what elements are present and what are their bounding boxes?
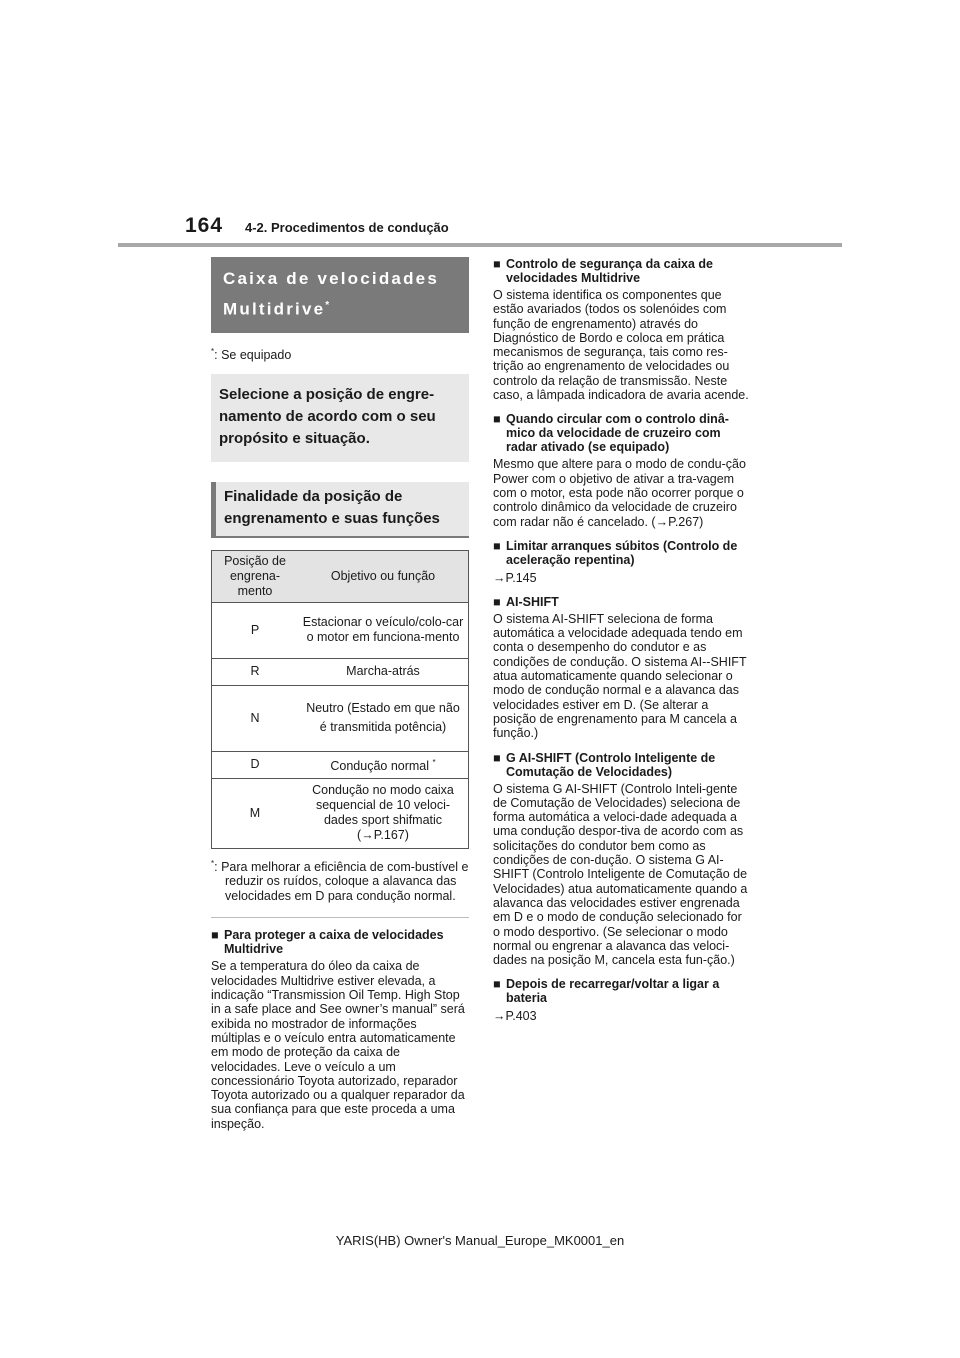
heading-text: G AI-SHIFT (Controlo Inteligente de Comutação de Velocidades) [506, 750, 716, 779]
gear-position: P [212, 602, 299, 658]
heading-text: Limitar arranques súbitos (Controlo de aceleração repentina) [506, 538, 738, 567]
footnote-text: : Para melhorar a eficiência de com-bustível e reduzir os ruídos, coloque a alavanca das velocidades em D para condução normal. [214, 859, 469, 903]
page-reference-link[interactable]: →P.403 [493, 1009, 537, 1024]
gear-position: R [212, 658, 299, 685]
equipped-mark: * [211, 346, 215, 356]
gear-function-mark: * [432, 758, 436, 768]
g-ai-shift-heading [493, 751, 751, 779]
section-divider [211, 917, 469, 918]
section-title: 4-2. Procedimentos de condução [245, 220, 449, 235]
intro-box: Selecione a posição de engre-namento de acordo com o seu propósito e situação. [211, 374, 469, 462]
gear-function [298, 751, 469, 778]
g-ai-shift-text: O sistema G AI-SHIFT (Controlo Inteli-gente de Comutação de Velocidades) seleciona de forma automática a veloci-dade adequada a uma condução despor-tiva de acordo com as solicitações do condutor bem como as condições de con-dução. O sistema G AI-SHIFT (Controlo Inteligente de Comutação de Velocidades) atua automaticamente quando a alavanca das velocidades estiver engrenada em D e o modo de condução selecionado for o modo desportivo. (Se selecionar o modo normal ou engrenar a alavanca das veloci-dades na posição M, cancela esta fun-ção.) [493, 781, 748, 968]
table-header-row [212, 550, 469, 602]
gear-position-table [211, 550, 469, 849]
equipped-note-text: : Se equipado [214, 347, 292, 362]
ai-shift-heading [493, 595, 751, 609]
table-row [212, 685, 469, 751]
bullet-square-icon: ■ [493, 257, 501, 271]
bullet-square-icon: ■ [493, 977, 501, 992]
table-header-function: Objetivo ou função [298, 550, 469, 602]
equipped-note [211, 344, 469, 363]
chapter-title [211, 257, 469, 333]
gear-function [298, 602, 469, 658]
gear-function [298, 778, 469, 848]
cruise-control-text: Mesmo que altere para o modo de condu-ção Power com o objetivo de ativar a tra-vagem com o motor, esta pode não ocorrer porque o controlo dinâmico da velocidade de cruzeiro com radar não é cancelado. (→P.267) [493, 457, 746, 529]
bullet-square-icon: ■ [493, 538, 501, 553]
heading-text: AI-SHIFT [506, 594, 559, 609]
gear-function-text: Marcha-atrás [346, 664, 420, 679]
table-header-position: Posição de engrena-mento [212, 550, 299, 602]
page-reference-link[interactable]: →P.145 [493, 570, 537, 585]
header-rule [118, 243, 842, 247]
page-number: 164 [185, 214, 224, 237]
safety-control-heading [493, 257, 751, 285]
ai-shift-text: O sistema AI-SHIFT seleciona de forma automática a velocidade adequada tendo em conta o desempenho do condutor e as condições de condução. O sistema AI--SHIFT atua automaticamente quando selecionar o modo de condução normal e a alavanca das velocidades estiver em D. (Se alterar a posição de engrenamento para M cancela a função.) [493, 611, 747, 741]
heading-text: Para proteger a caixa de velocidades Multidrive [224, 928, 444, 957]
gear-function-text: Estacionar o veículo/colo-car o motor em funciona-mento [302, 615, 464, 645]
gear-position: D [212, 751, 299, 778]
footnote-mark: * [211, 858, 215, 868]
gear-function [298, 658, 469, 685]
protect-transmission-text: Se a temperatura do óleo da caixa de velocidades Multidrive estiver elevada, a indicação “Transmission Oil Temp. High Stop in a safe place and See owner’s manual” será exibida no mostrador de informações múltiplas e o veículo entra automaticamente em modo de proteção da caixa de velocidades. Leve o veículo a um concessionário Toyota autorizado, reparador Toyota autorizado ou a qualquer reparador da sua confiança para que este proceda a uma inspeção. [211, 959, 465, 1131]
heading-text: Controlo de segurança da caixa de velocidades Multidrive [506, 257, 714, 285]
right-column [493, 257, 751, 1023]
left-column [211, 257, 469, 1131]
cruise-control-heading [493, 412, 751, 454]
table-row [212, 751, 469, 778]
gear-function-text: Neutro (Estado em que não é transmitida potência) [306, 701, 460, 735]
bullet-square-icon: ■ [211, 928, 219, 943]
sudden-start-heading [493, 539, 751, 567]
heading-text: Quando circular com o controlo dinâ-mico da velocidade de cruzeiro com radar ativado (se equipado) [506, 412, 729, 455]
bullet-square-icon: ■ [493, 750, 501, 765]
gear-function [298, 685, 469, 751]
gear-function-text: Condução normal [330, 759, 430, 774]
safety-control-text: O sistema identifica os componentes que estão avariados (todos os solenóides com função de engrenamento) através do Diagnóstico de Bordo e coloca em prática mecanismos de segurança, tais como res-trição ao engrenamento de velocidades ou controlo da relação de transmissão. Neste caso, a lâmpada indicadora de avaria acende. [493, 288, 749, 403]
gear-position: M [212, 778, 299, 848]
chapter-title-mark: * [325, 300, 330, 311]
page-footer: YARIS(HB) Owner's Manual_Europe_MK0001_en [335, 1233, 625, 1248]
gear-function-text: Condução no modo caixa sequencial de 10 veloci-dades sport shifmatic (→P.167) [312, 783, 454, 843]
table-footnote [211, 857, 469, 904]
heading-text: Depois de recarregar/voltar a ligar a bateria [506, 977, 720, 1006]
gear-position: N [212, 685, 299, 751]
bullet-square-icon: ■ [493, 594, 501, 609]
chapter-title-text: Caixa de velocidades Multidrive [223, 269, 439, 319]
protect-transmission-heading [211, 928, 469, 956]
table-row [212, 778, 469, 848]
table-row [212, 602, 469, 658]
functions-subhead: Finalidade da posição de engrenamento e suas funções [211, 482, 469, 538]
bullet-square-icon: ■ [493, 412, 501, 427]
table-row [212, 658, 469, 685]
battery-heading [493, 977, 751, 1005]
